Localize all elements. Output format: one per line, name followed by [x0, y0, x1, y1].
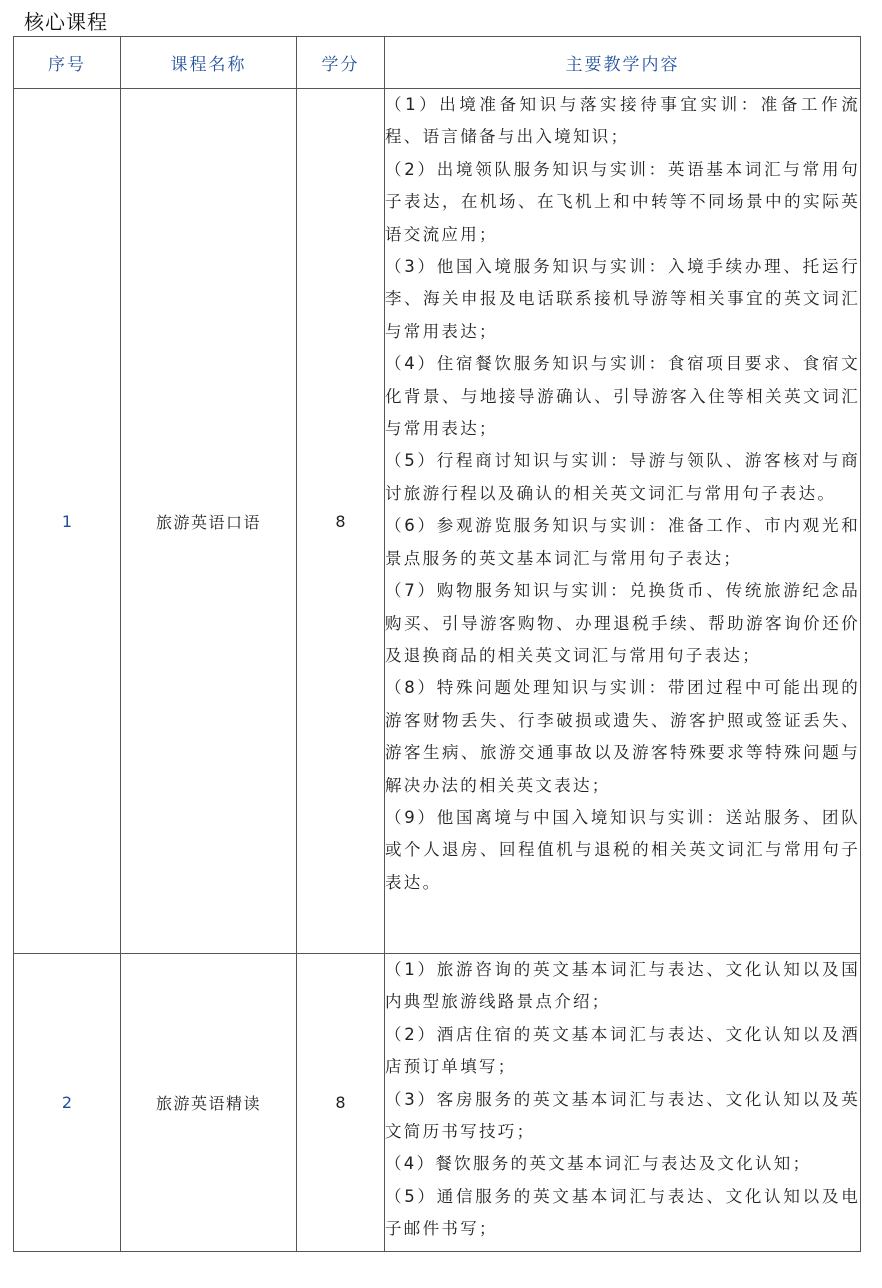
- row-index: 1: [14, 89, 121, 954]
- content-item: （2）酒店住宿的英文基本词汇与表达、文化认知以及酒店预订单填写；: [385, 1024, 860, 1077]
- content-item: （8）特殊问题处理知识与实训：带团过程中可能出现的游客财物丢失、行李破损或遗失、游客护照或签证丢失、游客生病、旅游交通事故以及游客特殊要求等特殊问题与解决办法的相关英文表达；: [385, 678, 860, 795]
- table-header-row: [14, 37, 861, 89]
- row-course-name: 旅游英语口语: [121, 89, 297, 954]
- content-item: （9）他国离境与中国入境知识与实训：送站服务、团队或个人退房、回程值机与退税的相关英文词汇与常用句子表达。: [385, 807, 860, 892]
- row-credits: 8: [297, 89, 385, 954]
- table-row: [14, 954, 861, 1252]
- content-item: （3）客房服务的英文基本词汇与表达、文化认知以及英文简历书写技巧；: [385, 1089, 860, 1142]
- header-content: 主要教学内容: [385, 37, 861, 89]
- content-item: （1）旅游咨询的英文基本词汇与表达、文化认知以及国内典型旅游线路景点介绍；: [385, 960, 860, 1012]
- content-item: （1）出境准备知识与落实接待事宜实训：准备工作流程、语言储备与出入境知识；: [385, 95, 860, 147]
- header-index: 序号: [14, 37, 121, 89]
- core-courses-table: [13, 36, 861, 1252]
- row-course-name: 旅游英语精读: [121, 954, 297, 1252]
- content-item: （4）住宿餐饮服务知识与实训：食宿项目要求、食宿文化背景、与地接导游确认、引导游客入住等相关英文词汇与常用表达；: [385, 354, 860, 439]
- content-item: （6）参观游览服务知识与实训：准备工作、市内观光和景点服务的英文基本词汇与常用句子表达；: [385, 516, 860, 568]
- content-item: （3）他国入境服务知识与实训：入境手续办理、托运行李、海关申报及电话联系接机导游等相关事宜的英文词汇与常用表达；: [385, 257, 860, 341]
- header-credits: 学分: [297, 37, 385, 89]
- table-row: [14, 89, 861, 954]
- row-content: [385, 954, 861, 1252]
- header-course-name: 课程名称: [121, 37, 297, 89]
- page-title: 核心课程: [24, 10, 108, 34]
- content-item: （5）行程商讨知识与实训：导游与领队、游客核对与商讨旅游行程以及确认的相关英文词汇与常用句子表达。: [385, 451, 860, 503]
- content-item: （2）出境领队服务知识与实训：英语基本词汇与常用句子表达，在机场、在飞机上和中转等不同场景中的实际英语交流应用；: [385, 159, 860, 244]
- content-item: （7）购物服务知识与实训：兑换货币、传统旅游纪念品购买、引导游客购物、办理退税手续、帮助游客询价还价及退换商品的相关英文词汇与常用句子表达；: [385, 581, 860, 665]
- row-content: [385, 89, 861, 954]
- content-item: （5）通信服务的英文基本词汇与表达、文化认知以及电子邮件书写；: [385, 1186, 860, 1239]
- row-index: 2: [14, 954, 121, 1252]
- content-item: （4）餐饮服务的英文基本词汇与表达及文化认知；: [385, 1154, 812, 1174]
- row-credits: 8: [297, 954, 385, 1252]
